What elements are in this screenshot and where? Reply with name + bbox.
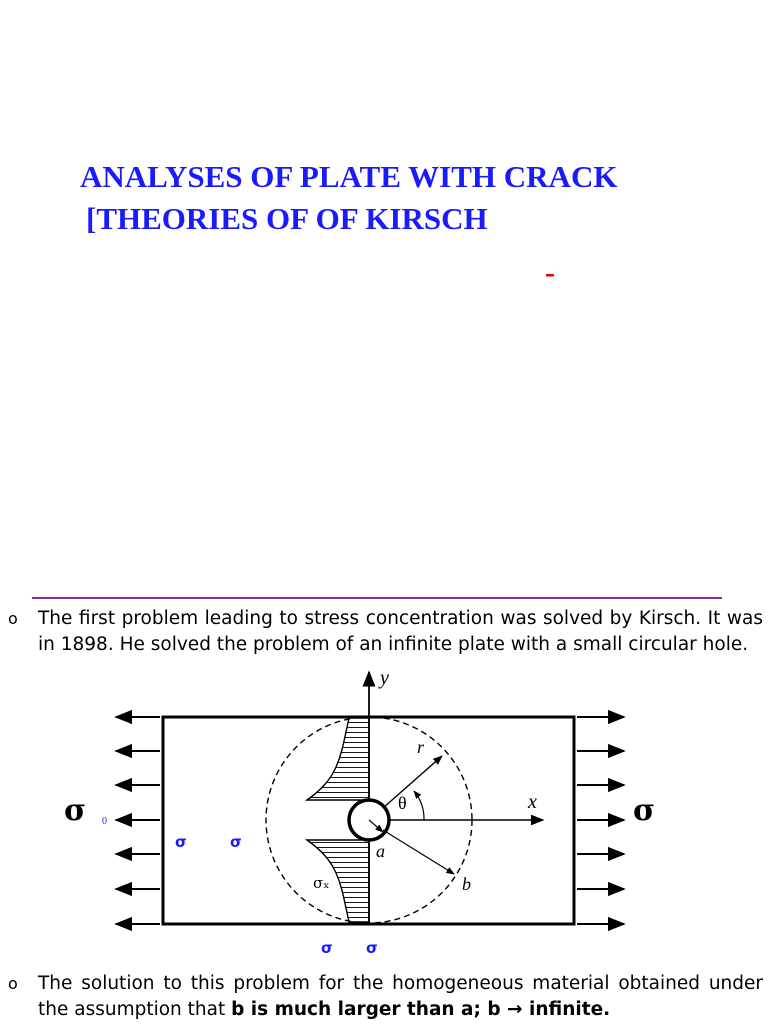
label-r: r [417, 737, 425, 757]
sigma-left: σ [64, 793, 87, 828]
red-dash: - [545, 256, 555, 289]
axis-y-label: y [380, 667, 389, 689]
bullet-2-text [38, 971, 763, 1023]
axis-x-label: x [528, 791, 537, 813]
sigma-subscript: 0 [102, 816, 107, 827]
divider-rule [32, 597, 722, 599]
label-b: b [462, 874, 471, 894]
stress-distribution-upper [307, 718, 369, 800]
theta-arc [414, 791, 424, 820]
title-line-2: [THEORIES OF OF KIRSCH [86, 201, 488, 236]
kirsch-plate-figure [0, 660, 768, 970]
bullet-2-text-bold: b is much larger than a; b → infinite. [231, 999, 611, 1020]
radius-b-arrow [383, 830, 454, 874]
right-load-arrows [577, 717, 624, 924]
title-line-1: ANALYSES OF PLATE WITH CRACK [80, 159, 618, 194]
sigma-right: σ [633, 793, 656, 828]
sigma-mid-2: σ [230, 833, 242, 851]
label-sigma-x: σₓ [313, 874, 330, 892]
bullet-1-text: The first problem leading to stress concentration was solved by Kirsch. It was in 1898. He solved the problem of an infinite plate with a small circular hole. [38, 608, 763, 655]
bullet-marker: o [8, 974, 18, 993]
slide-title [80, 156, 617, 240]
left-load-arrows [116, 717, 160, 924]
bullet-2-text-plain: The solution to this problem for the homogeneous material obtained under the assumption that [38, 973, 763, 1020]
bullet-marker: o [8, 609, 18, 628]
bullet-1 [8, 606, 763, 658]
sigma-mid-1: σ [175, 833, 187, 851]
label-a: a [376, 841, 385, 861]
sigma-bottom-2: σ [366, 939, 378, 957]
bullet-2 [8, 971, 763, 1023]
sigma-bottom-1: σ [321, 939, 333, 957]
radius-r-arrow [383, 756, 442, 808]
label-theta: θ [398, 793, 407, 813]
